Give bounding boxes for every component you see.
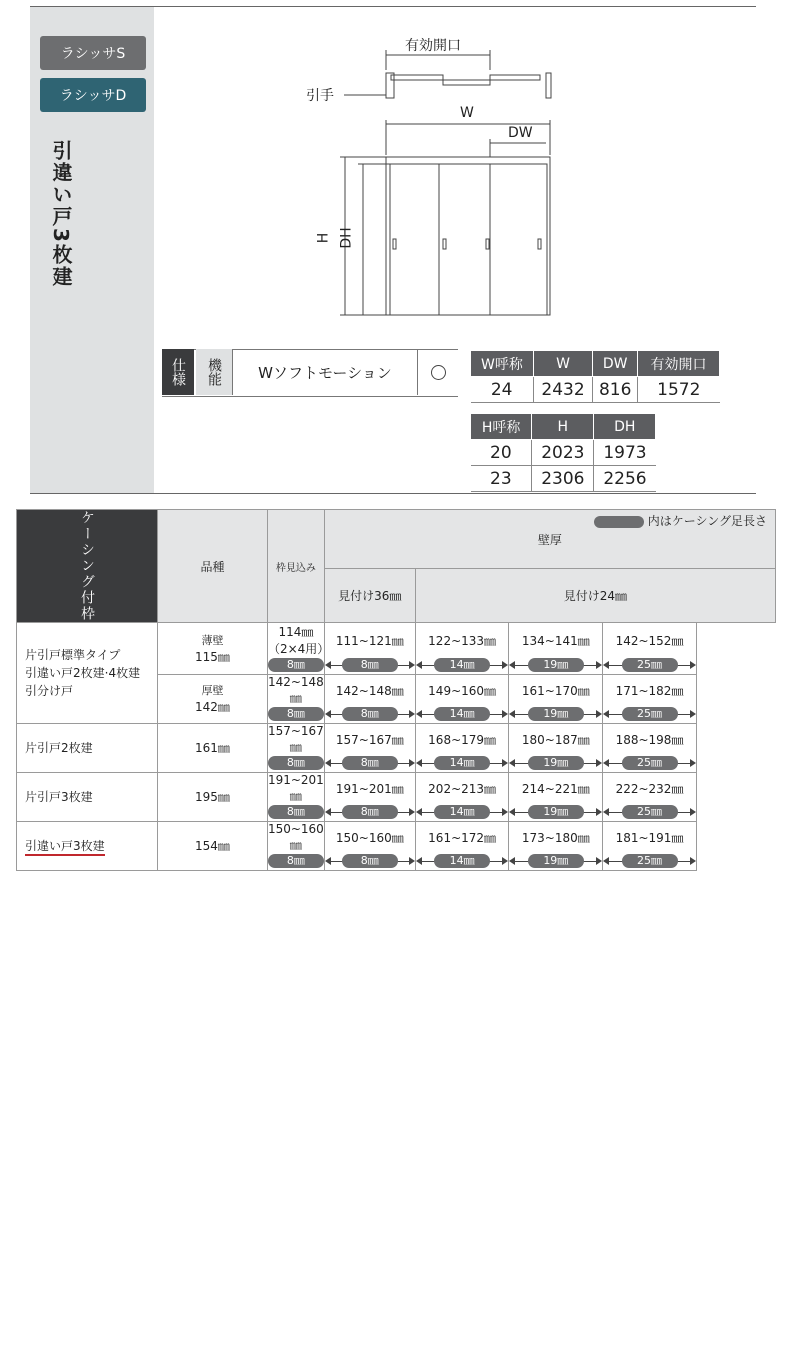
- table-row: [471, 377, 720, 403]
- wall-range-cell: 173~180㎜: [509, 822, 603, 854]
- w-col-header: W: [533, 351, 592, 377]
- casing-length-cell: [324, 804, 415, 822]
- wall-range-cell: 202~213㎜: [415, 773, 509, 805]
- casing-length-pill: 25㎜: [622, 805, 678, 819]
- wall-range-cell: 157~167㎜: [267, 724, 324, 754]
- product-name: [17, 724, 158, 773]
- product-name-line: 引分け戸: [25, 684, 74, 698]
- double-arrow-icon: [603, 657, 696, 674]
- wall-range-cell: 150~160㎜: [324, 822, 415, 854]
- table-cell: 24: [471, 377, 534, 403]
- wall-type: 薄壁: [201, 633, 224, 647]
- casing-length-cell: [509, 706, 603, 724]
- h-col-header: H: [532, 414, 594, 440]
- casing-table: [16, 509, 776, 871]
- h-label: H: [315, 232, 332, 244]
- spec-feature-name: Wソフトモーション: [233, 349, 418, 395]
- double-arrow-icon: [268, 706, 324, 723]
- wall-range-cell: 134~141㎜: [509, 623, 603, 658]
- table-row: [17, 822, 776, 854]
- casing-length-pill: 19㎜: [528, 658, 584, 672]
- table-cell: 20: [471, 440, 532, 466]
- double-arrow-icon: [416, 657, 509, 674]
- wall-range-cell: 161~172㎜: [415, 822, 509, 854]
- casing-length-pill: 14㎜: [434, 658, 490, 672]
- casing-length-pill: 19㎜: [528, 707, 584, 721]
- wall-range-cell: 150~160㎜: [267, 822, 324, 852]
- table-cell: 23: [471, 466, 532, 492]
- spec-header: 仕様: [162, 349, 194, 395]
- casing-length-pill: 8㎜: [268, 707, 324, 721]
- casing-length-cell: [603, 804, 697, 822]
- table-row: [17, 724, 776, 756]
- w-label: W: [460, 105, 474, 121]
- casing-length-cell: [603, 853, 697, 871]
- casing-length-pill: 8㎜: [342, 756, 398, 770]
- casing-length-cell: [603, 755, 697, 773]
- opening-label: 有効開口: [405, 38, 461, 54]
- casing-length-cell: [509, 755, 603, 773]
- casing-length-cell: [267, 853, 324, 871]
- casing-length-cell: [267, 706, 324, 724]
- spec-feature-mark: [418, 349, 458, 395]
- casing-length-cell: [603, 706, 697, 724]
- casing-length-pill: 14㎜: [434, 756, 490, 770]
- product-name-text: 片引戸2枚建: [25, 741, 93, 755]
- door-diagram: [300, 25, 570, 325]
- double-arrow-icon: [416, 804, 509, 821]
- casing-length-pill: 8㎜: [342, 658, 398, 672]
- double-arrow-icon: [268, 853, 324, 870]
- casing-length-cell: [324, 706, 415, 724]
- wall-range-cell: 157~167㎜: [324, 724, 415, 756]
- circle-icon: [431, 365, 446, 380]
- table-row: [17, 773, 776, 805]
- wall-type: 厚壁: [201, 684, 224, 697]
- product-name: [17, 773, 158, 822]
- casing-length-pill: 25㎜: [622, 658, 678, 672]
- double-arrow-icon: [603, 706, 696, 723]
- double-arrow-icon: [268, 755, 324, 772]
- casing-length-cell: [267, 755, 324, 773]
- casing-length-cell: [509, 657, 603, 675]
- casing-length-pill: 8㎜: [342, 805, 398, 819]
- wall-range-cell: 191~201㎜: [324, 773, 415, 805]
- dh-label: DH: [338, 227, 355, 249]
- double-arrow-icon: [268, 804, 324, 821]
- table-cell: 1973: [594, 440, 656, 466]
- product-title: 引違い戸3枚建: [49, 140, 73, 288]
- casing-length-cell: [415, 755, 509, 773]
- wall-range-cell: 114㎜（2×4用）: [267, 623, 324, 658]
- double-arrow-icon: [325, 657, 415, 674]
- legend-text: 内はケーシング足長さ: [647, 514, 767, 528]
- wall-range-cell: 180~187㎜: [509, 724, 603, 756]
- wall-range-cell: 222~232㎜: [603, 773, 697, 805]
- h-col-header: DH: [594, 414, 656, 440]
- casing-length-cell: [324, 755, 415, 773]
- table-cell: 2306: [532, 466, 594, 492]
- casing-length-cell: [415, 657, 509, 675]
- double-arrow-icon: [509, 755, 602, 772]
- series-tag-d[interactable]: ラシッサD: [40, 78, 146, 112]
- casing-length-cell: [324, 853, 415, 871]
- wall-range-cell: 122~133㎜: [415, 623, 509, 658]
- casing-length-pill: 8㎜: [342, 854, 398, 868]
- dw-label: DW: [508, 125, 533, 141]
- double-arrow-icon: [325, 804, 415, 821]
- product-name: [17, 623, 158, 724]
- frame-value: 154㎜: [195, 839, 230, 853]
- frame-value: 142㎜: [195, 700, 230, 714]
- frame-depth: [158, 623, 268, 675]
- casing-length-cell: [415, 706, 509, 724]
- casing-length-pill: 8㎜: [268, 658, 324, 672]
- section-divider: [30, 493, 756, 494]
- frame-value: 115㎜: [195, 649, 230, 664]
- w-col-header: 有効開口: [638, 351, 720, 377]
- wall-range-cell: 188~198㎜: [603, 724, 697, 756]
- w-col-header: DW: [593, 351, 638, 377]
- product-name-line: 引違い戸2枚建·4枚建: [25, 666, 141, 680]
- wall-range-cell: 168~179㎜: [415, 724, 509, 756]
- double-arrow-icon: [603, 853, 696, 870]
- col-wall-header: [324, 510, 775, 569]
- double-arrow-icon: [509, 706, 602, 723]
- double-arrow-icon: [325, 853, 415, 870]
- casing-length-cell: [603, 657, 697, 675]
- wall-range-cell: 142~148㎜: [267, 675, 324, 705]
- product-name-text: 片引戸3枚建: [25, 790, 93, 804]
- casing-length-cell: [267, 804, 324, 822]
- casing-length-pill: 19㎜: [528, 756, 584, 770]
- double-arrow-icon: [509, 804, 602, 821]
- wall-header-label: 壁厚: [537, 532, 562, 547]
- double-arrow-icon: [603, 804, 696, 821]
- casing-length-pill: 19㎜: [528, 854, 584, 868]
- double-arrow-icon: [416, 755, 509, 772]
- casing-length-pill: 25㎜: [622, 854, 678, 868]
- frame-depth: [158, 675, 268, 724]
- double-arrow-icon: [325, 755, 415, 772]
- casing-length-pill: 19㎜: [528, 805, 584, 819]
- frame-value: 195㎜: [195, 790, 230, 804]
- casing-length-cell: [324, 657, 415, 675]
- casing-side-label: ケーシング付枠: [17, 510, 158, 623]
- casing-length-pill: 14㎜: [434, 854, 490, 868]
- table-cell: 2023: [532, 440, 594, 466]
- table-cell: 2256: [594, 466, 656, 492]
- legend: [594, 512, 767, 529]
- casing-length-pill: 25㎜: [622, 707, 678, 721]
- casing-length-pill: 14㎜: [434, 805, 490, 819]
- product-name-line: 片引戸標準タイプ: [25, 648, 121, 662]
- double-arrow-icon: [416, 853, 509, 870]
- table-cell: 2432: [533, 377, 592, 403]
- wall-range-cell: 142~148㎜: [324, 675, 415, 707]
- casing-length-cell: [415, 853, 509, 871]
- product-name-text: 引違い戸3枚建: [25, 839, 105, 856]
- table-row: [17, 623, 776, 658]
- double-arrow-icon: [325, 706, 415, 723]
- double-arrow-icon: [603, 755, 696, 772]
- col-product-header: 品種: [158, 510, 268, 623]
- col-frame-header: 枠見込み: [267, 510, 324, 623]
- spec-sub-header: 機能: [196, 349, 233, 395]
- frame-value: 161㎜: [195, 741, 230, 755]
- legend-pill: [594, 516, 644, 528]
- casing-length-cell: [267, 657, 324, 675]
- table-cell: 1572: [638, 377, 720, 403]
- handle-label: 引手: [306, 88, 334, 104]
- sub-header-24: 見付け24㎜: [415, 569, 775, 623]
- table-row: [471, 466, 656, 492]
- frame-depth: [158, 724, 268, 773]
- wall-range-cell: 149~160㎜: [415, 675, 509, 707]
- table-row: [471, 440, 656, 466]
- wall-range-cell: 191~201㎜: [267, 773, 324, 803]
- frame-depth: [158, 773, 268, 822]
- h-dimension-table: [470, 413, 656, 492]
- double-arrow-icon: [509, 853, 602, 870]
- casing-length-cell: [415, 804, 509, 822]
- frame-depth: [158, 822, 268, 871]
- wall-range-cell: 161~170㎜: [509, 675, 603, 707]
- wall-range-cell: 214~221㎜: [509, 773, 603, 805]
- table-cell: 816: [593, 377, 638, 403]
- series-tag-s[interactable]: ラシッサS: [40, 36, 146, 70]
- wall-range-cell: 142~152㎜: [603, 623, 697, 658]
- casing-length-pill: 8㎜: [268, 756, 324, 770]
- w-col-header: W呼称: [471, 351, 534, 377]
- wall-range-cell: 111~121㎜: [324, 623, 415, 658]
- w-dimension-table: [470, 350, 720, 403]
- casing-length-pill: 8㎜: [268, 805, 324, 819]
- casing-length-cell: [509, 853, 603, 871]
- wall-range-cell: 181~191㎜: [603, 822, 697, 854]
- casing-length-pill: 25㎜: [622, 756, 678, 770]
- casing-length-cell: [509, 804, 603, 822]
- double-arrow-icon: [416, 706, 509, 723]
- casing-length-pill: 14㎜: [434, 707, 490, 721]
- casing-length-pill: 8㎜: [342, 707, 398, 721]
- product-name: [17, 822, 158, 871]
- double-arrow-icon: [509, 657, 602, 674]
- h-col-header: H呼称: [471, 414, 532, 440]
- double-arrow-icon: [268, 657, 324, 674]
- sub-header-36: 見付け36㎜: [324, 569, 415, 623]
- casing-length-pill: 8㎜: [268, 854, 324, 868]
- wall-range-cell: 171~182㎜: [603, 675, 697, 707]
